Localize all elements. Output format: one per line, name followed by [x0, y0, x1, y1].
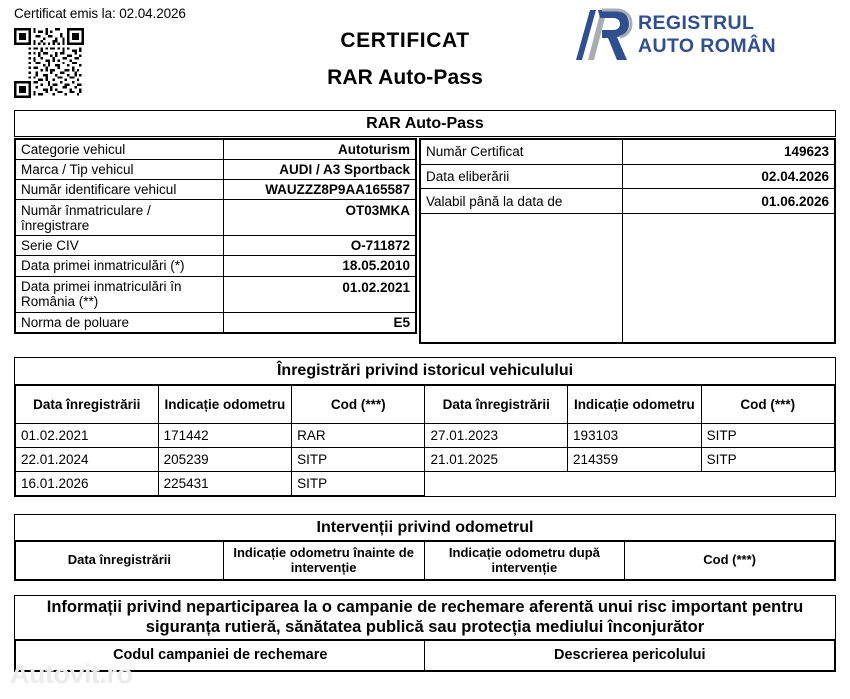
- history-cell: [701, 472, 834, 496]
- table-row: [16, 276, 416, 312]
- column-header: Indicație odometru înainte de intervenție: [223, 542, 424, 580]
- column-header: Indicație odometru după intervenție: [424, 542, 625, 580]
- history-cell: 21.01.2025: [425, 448, 568, 472]
- recall-banner: Informații privind neparticiparea la o campanie de rechemare aferentă unui risc important pentru siguranța rutieră, sănătatea publică sau protecția mediului înconjurător: [15, 596, 835, 640]
- watermark: Autovit.ro: [10, 659, 133, 689]
- row-label: Număr identificare vehicul: [16, 180, 224, 200]
- odometer-interventions-table: [14, 514, 836, 581]
- table-row: [16, 472, 835, 496]
- row-label: Data primei inmatriculări (*): [16, 256, 224, 276]
- logo-line-2: AUTO ROMÂN: [638, 35, 776, 57]
- row-value: E5: [224, 312, 416, 332]
- column-header: Data înregistrării: [16, 542, 224, 580]
- row-label: Număr înmatriculare / înregistrare: [16, 200, 224, 236]
- history-banner: Înregistrări privind istoricul vehiculului: [15, 358, 835, 385]
- table-row: [421, 164, 835, 189]
- row-value: O-711872: [224, 236, 416, 256]
- row-label: Serie CIV: [16, 236, 224, 256]
- row-value: Autoturism: [224, 140, 416, 160]
- history-cell: RAR: [292, 424, 425, 448]
- row-value: OT03MKA: [224, 200, 416, 236]
- row-value: [623, 214, 835, 343]
- history-cell: [425, 472, 568, 496]
- table-row: [16, 200, 416, 236]
- row-label: Marca / Tip vehicul: [16, 160, 224, 180]
- history-cell: 193103: [568, 424, 702, 448]
- history-cell: 205239: [158, 448, 292, 472]
- row-label: [421, 214, 623, 343]
- issue-date-label: Certificat emis la: 02.04.2026: [14, 6, 186, 21]
- vehicle-history-table: [14, 357, 836, 497]
- table-header-row: [16, 641, 835, 671]
- row-label: Data primei inmatriculări în România (**): [16, 276, 224, 312]
- document-title: [240, 28, 570, 92]
- row-value: 01.02.2021: [224, 276, 416, 312]
- row-label: Categorie vehicul: [16, 140, 224, 160]
- certificate-info-table: [419, 138, 836, 344]
- table-row: [421, 189, 835, 214]
- interventions-banner: Intervenții privind odometrul: [15, 515, 835, 541]
- row-label: Data eliberării: [421, 164, 623, 189]
- table-row: [421, 214, 835, 343]
- row-value: WAUZZZ8P9AA165587: [224, 180, 416, 200]
- table-row: [421, 140, 835, 165]
- table-header-row: [16, 542, 835, 580]
- row-value: AUDI / A3 Sportback: [224, 160, 416, 180]
- logo-line-1: REGISTRUL: [638, 12, 755, 34]
- column-header: Cod (***): [701, 386, 834, 424]
- title-certificat: CERTIFICAT: [340, 29, 470, 52]
- row-value: 149623: [623, 140, 835, 165]
- history-cell: 16.01.2026: [16, 472, 159, 496]
- table-header-row: [16, 386, 835, 424]
- history-cell: SITP: [292, 448, 425, 472]
- history-cell: 01.02.2021: [16, 424, 159, 448]
- history-cell: 22.01.2024: [16, 448, 159, 472]
- column-header: Indicație odometru: [568, 386, 702, 424]
- column-header: Data înregistrării: [16, 386, 159, 424]
- rar-logo-icon: [572, 6, 634, 62]
- history-cell: 225431: [158, 472, 292, 496]
- table-row: [16, 256, 416, 276]
- column-header: Cod (***): [292, 386, 425, 424]
- column-header: Indicație odometru: [158, 386, 292, 424]
- vehicle-info-table: [14, 138, 417, 334]
- history-cell: 27.01.2023: [425, 424, 568, 448]
- history-cell: 171442: [158, 424, 292, 448]
- history-cell: SITP: [701, 448, 834, 472]
- table-row: [16, 236, 416, 256]
- row-value: 01.06.2026: [623, 189, 835, 214]
- column-header: Cod (***): [625, 542, 835, 580]
- column-header: Descrierea pericolului: [425, 641, 835, 671]
- row-label: Norma de poluare: [16, 312, 224, 332]
- recall-campaign-table: [14, 595, 836, 672]
- history-cell: [568, 472, 702, 496]
- table-row: [16, 424, 835, 448]
- row-value: 18.05.2010: [224, 256, 416, 276]
- rar-logo-text: [638, 12, 776, 58]
- info-banner: RAR Auto-Pass: [14, 110, 836, 137]
- history-cell: SITP: [292, 472, 425, 496]
- table-row: [16, 180, 416, 200]
- qr-code-icon: [14, 28, 84, 98]
- row-value: 02.04.2026: [623, 164, 835, 189]
- title-auto-pass: RAR Auto-Pass: [327, 66, 483, 90]
- rar-logo: [572, 6, 832, 66]
- history-cell: 214359: [568, 448, 702, 472]
- table-row: [16, 140, 416, 160]
- table-row: [16, 160, 416, 180]
- table-row: [16, 312, 416, 332]
- row-label: Număr Certificat: [421, 140, 623, 165]
- history-cell: SITP: [701, 424, 834, 448]
- column-header: Data înregistrării: [425, 386, 568, 424]
- column-header: Codul campaniei de rechemare: [16, 641, 425, 671]
- table-row: [16, 448, 835, 472]
- row-label: Valabil până la data de: [421, 189, 623, 214]
